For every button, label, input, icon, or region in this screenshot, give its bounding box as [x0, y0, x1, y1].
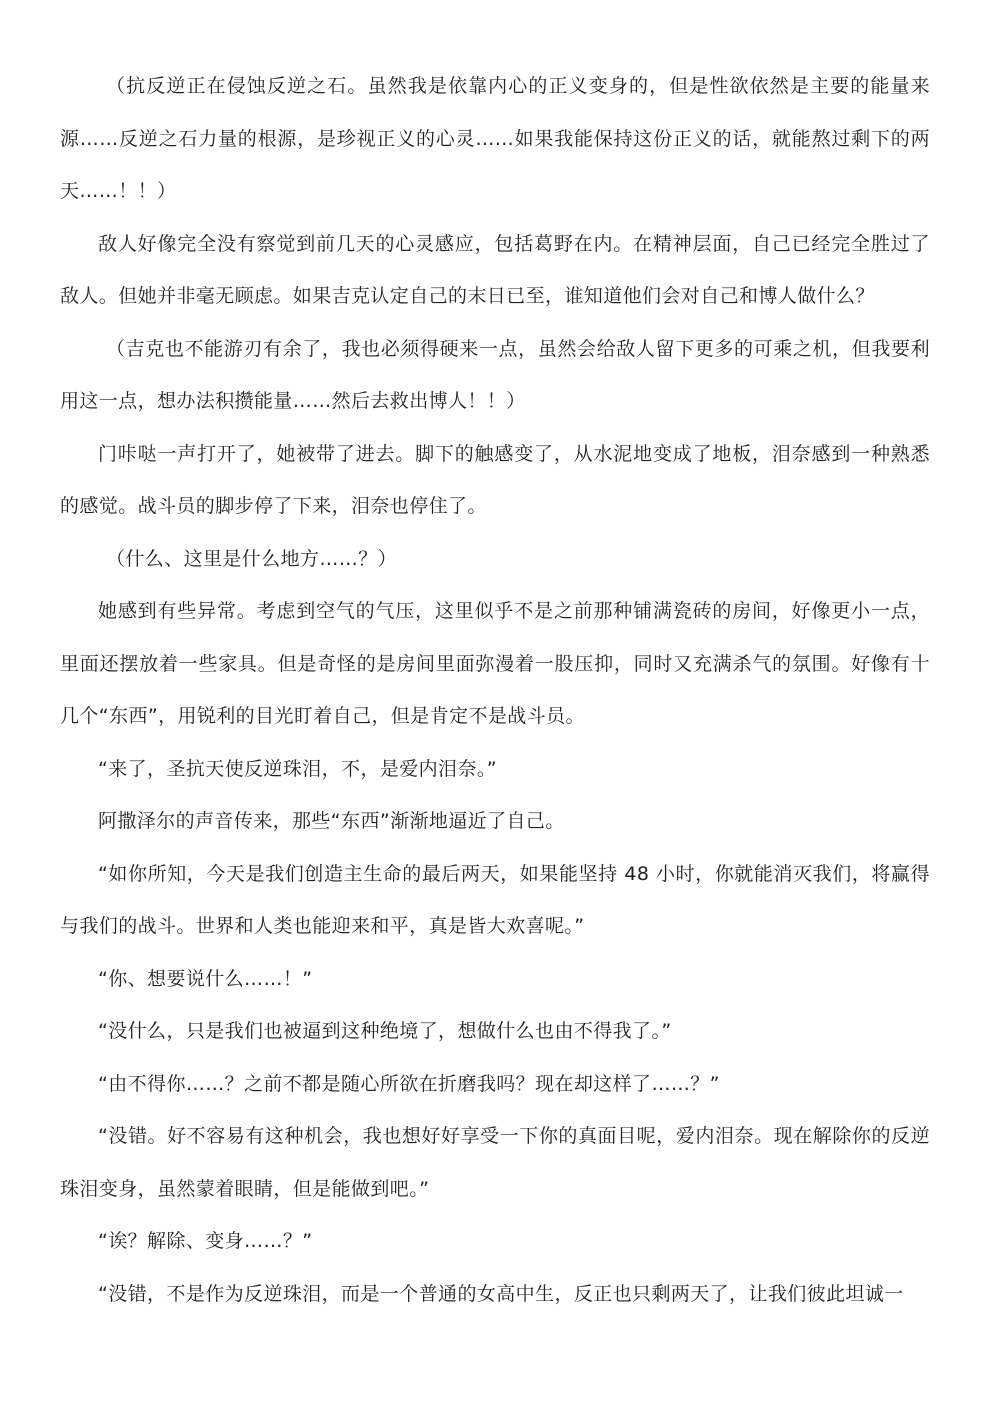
paragraph-1: （抗反逆正在侵蚀反逆之石。虽然我是依靠内心的正义变身的，但是性欲依然是主要的能量来源……反逆之石力量的根源，是珍视正义的心灵……如果我能保持这份正义的话，就能熬过剩下的两天……！！） [60, 75, 930, 202]
paragraph-8: 阿撒泽尔的声音传来，那些“东西”渐渐地逼近了自己。 [98, 810, 565, 832]
paragraph-14: “诶？解除、变身……？” [98, 1230, 313, 1252]
document-body [60, 60, 930, 1320]
paragraph-4: 门咔哒一声打开了，她被带了进去。脚下的触感变了，从水泥地变成了地板，泪奈感到一种熟悉的感觉。战斗员的脚步停了下来，泪奈也停住了。 [60, 442, 930, 517]
paragraph-7: “来了，圣抗天使反逆珠泪，不，是爱内泪奈。” [98, 757, 497, 780]
paragraph-3: （吉克也不能游刃有余了，我也必须得硬来一点，虽然会给敌人留下更多的可乘之机，但我要利用这一点，想办法积攒能量……然后去救出博人！！） [60, 337, 930, 412]
paragraph-13: “没错。好不容易有这种机会，我也想好好享受一下你的真面目呢，爱内泪奈。现在解除你的反逆珠泪变身，虽然蒙着眼睛，但是能做到吧。” [60, 1125, 930, 1200]
paragraph-9: “如你所知，今天是我们创造主生命的最后两天，如果能坚持 48 小时，你就能消灭我们，将赢得与我们的战斗。世界和人类也能迎来和平，真是皆大欢喜呢。” [60, 862, 930, 937]
paragraph-10: “你、想要说什么……！” [98, 967, 313, 990]
paragraph-6: 她感到有些异常。考虑到空气的气压，这里似乎不是之前那种铺满瓷砖的房间，好像更小一点，里面还摆放着一些家具。但是奇怪的是房间里面弥漫着一股压抑，同时又充满杀气的氛围。好像有十几个“东西”，用锐利的目光盯着自己，但是肯定不是战斗员。 [60, 600, 930, 727]
paragraph-12: “由不得你……？之前不都是随心所欲在折磨我吗？现在却这样了……？” [98, 1072, 720, 1095]
paragraph-5: （什么、这里是什么地方……？） [106, 547, 398, 570]
paragraph-11: “没什么，只是我们也被逼到这种绝境了，想做什么也由不得我了。” [98, 1020, 672, 1042]
paragraph-15: “没错，不是作为反逆珠泪，而是一个普通的女高中生，反正也只剩两天了，让我们彼此坦诚一 [98, 1282, 904, 1305]
paragraph-2: 敌人好像完全没有察觉到前几天的心灵感应，包括葛野在内。在精神层面，自己已经完全胜过了敌人。但她并非毫无顾虑。如果吉克认定自己的末日已至，谁知道他们会对自己和博人做什么？ [60, 232, 930, 307]
